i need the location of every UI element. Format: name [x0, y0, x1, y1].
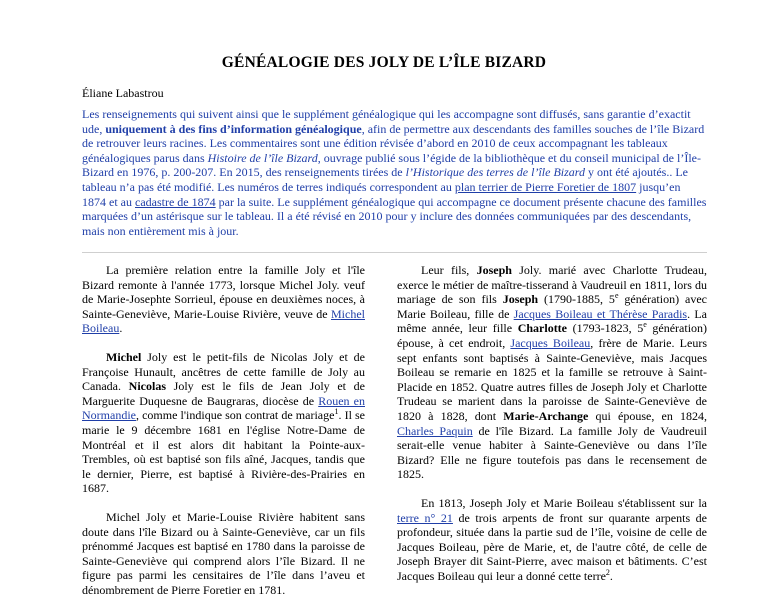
link-jacques-boileau[interactable]: Jacques Boileau [510, 335, 591, 350]
body-text: . La même année, leur fille [397, 306, 707, 336]
superscript: e [614, 291, 619, 301]
body-text: . Il se marie le 9 décembre 1681 en l'église Notre-Dame de Montréal et il est alors dit habitant la Pointe-aux-Trembles, où est baptisé son fils aîné, Jacques, tandis que le dernier, Pierre, est baptisé à Rivière-des-Prairies en 1687. [82, 408, 366, 496]
paragraph [397, 263, 707, 482]
person-name: Charlotte [517, 321, 568, 336]
person-name: Joseph [502, 292, 539, 307]
intro-text: , afin de permettre aux descendants des familles souches de l’île Bizard de retrouver leurs racines. Les commentaires sont une édition révisée d’abord en 2010 de ceux accompagnant les tableaux généalogiques parus dans [82, 121, 705, 165]
body-text: . [609, 568, 613, 583]
link-rouen-normandie[interactable]: Rouen en Normandie [82, 393, 365, 423]
author-name: Éliane Labastrou [82, 86, 164, 100]
divider [82, 252, 707, 253]
intro-text: par la suite. Le supplément généalogique qui accompagne ce document présente chacune des familles marquées d’un astérisque sur le tableau. Il a été révisé en 2010 pour y inclure des données communiquées par des descendants, mais non entièrement mis à jour. [82, 194, 707, 238]
book-title: Histoire de l’île Bizard [207, 150, 318, 165]
link-jacques-boileau-therese-paradis[interactable]: Jacques Boileau et Thérèse Paradis [513, 306, 688, 321]
person-name: Michel [106, 349, 142, 364]
left-column [82, 263, 365, 611]
body-text: de trois arpents de front sur quarante arpents de profondeur, située dans la partie sud de l’île, voisine de celle de Jacques Boileau, père de Marie, et, de l'autre côté, de celle de Joseph Brayer dit Saint-Pierre, avec maison et bâtiments. C’est Jacques Boileau qui leur a donné cette terre [397, 510, 708, 583]
footnote-ref: 1 [334, 407, 339, 417]
link-plan-terrier[interactable]: plan terrier de Pierre Foretier de 1807 [454, 179, 637, 194]
link-cadastre[interactable]: cadastre de 1874 [135, 194, 216, 209]
link-charles-paquin[interactable]: Charles Paquin [397, 423, 473, 438]
page-title: GÉNÉALOGIE DES JOLY DE L’ÎLE BIZARD [221, 54, 547, 71]
book-title: l’Historique des terres de l’île Bizard [405, 165, 586, 180]
body-text: génération) avec Marie Boileau, fille de [397, 292, 707, 321]
intro-paragraph [82, 107, 707, 238]
intro-text: Les renseignements qui suivent ainsi que le supplément généalogique qui les accompagne sont diffusés, sans garantie d’exactit ude, [82, 107, 691, 136]
body-text: La première relation entre la famille Joly et l'île Bizard remonte à l'année 1773, lorsque Michel Joly. veuf de Marie-Josephte Sorrieul, épouse en deuxièmes noces, à Sainte-Geneviève, Marie-Louise Rivière, veuve de [82, 263, 365, 321]
intro-emphasis: uniquement à des fins d’information généalogique [105, 121, 362, 136]
person-name: Nicolas [128, 379, 166, 394]
paragraph [397, 496, 707, 584]
paragraph [82, 263, 365, 336]
body-text: (1793-1823, 5 [567, 321, 644, 336]
right-column [397, 263, 707, 597]
link-terre-21[interactable]: terre n° 21 [397, 510, 453, 525]
body-text: Leur fils, [421, 263, 477, 277]
body-text: (1790-1885, 5 [538, 292, 615, 307]
body-text: de l'île Bizard. La famille Joly de Vaudreuil serait-elle venue habiter à Sainte-Geneviève ou dans l’île Bizard? Elle ne figure toutefois pas dans le recensement de 1825. [397, 423, 707, 482]
body-text: Michel Joly et Marie-Louise Rivière habitent sans doute dans l'île Bizard ou à Sainte-Geneviève, car un fils prénommé Jacques est baptisé en 1780 dans la paroisse de Sainte-Geneviève qui comprend alors l’île Bizard. Il ne figure pas parmi les censitaires de l’île dans l’aveu et dénombrement de Pierre Foretier en 1781. [82, 509, 365, 597]
paragraph [82, 510, 365, 598]
intro-text: jusqu’en 1874 et au [82, 179, 681, 209]
body-text: . [119, 321, 123, 336]
body-text: Joly est le fils de Jean Joly et de Marguerite Duquesne de Baugraras, diocèse de [82, 379, 365, 408]
person-name: Joseph [476, 263, 512, 277]
intro-text: y ont été ajoutés.. Le tableau n’a pas été modifié. Les numéros de terres indiqués correspondent au [82, 165, 688, 194]
body-text: Joly. marié avec Charlotte Trudeau, exerce le métier de maître-tisserand à Vaudreuil en 1811, lors du mariage de son fils [397, 263, 707, 307]
person-name: Marie-Archange [503, 408, 589, 423]
link-michel-boileau[interactable]: Michel Boileau [82, 306, 365, 336]
body-text: En 1813, Joseph Joly et Marie Boileau s'établissent sur la [421, 495, 707, 510]
intro-text: , ouvrage publié sous l’égide de la bibliothèque et du conseil municipal de l’Île-Bizard en 1976, p. 200-207. En 2015, des renseignements tirées de [82, 150, 701, 180]
body-text: , frère de Marie. Leurs sept enfants sont baptisés à Sainte-Geneviève, mais Jacques Boileau se remarie en 1825 et la famille se retrouve à Saint-Placide en 1852. Quatre autres filles de Joseph Joly et Charlotte Trudeau se marient dans la paroisse de Sainte-Geneviève de 1820 à 1828, dont [397, 335, 707, 423]
body-text: , comme l'indique son contrat de mariage [135, 408, 335, 423]
footnote-ref: 2 [605, 567, 610, 577]
body-text: Joly est le petit-fils de Nicolas Joly et de Françoise Hunault, ancêtres de cette famille de Joly au Canada. [82, 349, 365, 394]
paragraph [82, 350, 365, 496]
body-text: qui épouse, en 1824, [588, 408, 707, 423]
body-text: génération) épouse, à cet endroit, [397, 321, 708, 350]
superscript: e [643, 320, 647, 330]
